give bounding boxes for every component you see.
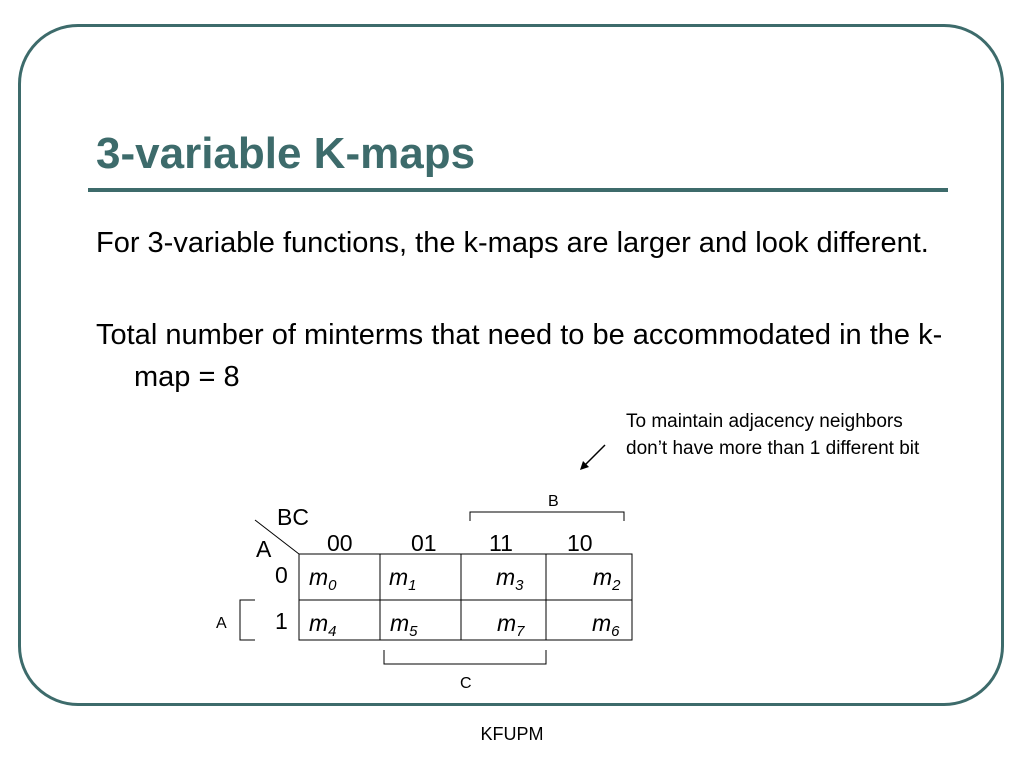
note-arrow-shaft <box>583 445 605 467</box>
kmap-column-variable: BC <box>277 504 309 530</box>
bracket-a-label: A <box>216 615 227 632</box>
kmap-row-header-0: 0 <box>275 562 288 588</box>
adjacency-note-line-1: To maintain adjacency neighbors <box>626 411 903 432</box>
kmap-col-header-00: 00 <box>327 530 353 556</box>
bullet-2: Total number of minterms that need to be accommodated in the k-map = 8 <box>96 319 943 393</box>
bracket-c <box>384 650 546 664</box>
bracket-b <box>470 512 624 521</box>
slide-title: 3-variable K-maps <box>96 129 476 178</box>
kmap-grid-border <box>299 554 632 640</box>
kmap-cell-m6: $m_6$ <box>592 610 620 640</box>
kmap-col-header-11: 11 <box>489 530 513 556</box>
kmap-row-header-1: 1 <box>275 608 288 634</box>
kmap-cell-m3: $m_3$ <box>496 564 524 594</box>
kmap-cell-m7: $m_7$ <box>497 610 525 640</box>
kmap-cell-m5: $m_5$ <box>390 610 418 640</box>
kmap-col-header-01: 01 <box>411 530 437 556</box>
kmap-cell-m0: $m_0$ <box>309 564 337 594</box>
kmap-col-header-10: 10 <box>567 530 593 556</box>
footer-text: KFUPM <box>480 724 544 744</box>
adjacency-note-line-2: don’t have more than 1 different bit <box>626 438 920 459</box>
kmap-cell-m4: $m_4$ <box>309 610 337 640</box>
kmap-cell-m2: $m_2$ <box>593 564 621 594</box>
kmap-row-variable: A <box>256 536 272 562</box>
bracket-b-label: B <box>548 493 559 510</box>
kmap-cell-m1: $m_1$ <box>389 564 417 594</box>
bracket-a <box>240 600 255 640</box>
bracket-c-label: C <box>460 675 472 692</box>
bullet-1: For 3-variable functions, the k-maps are larger and look different. <box>96 227 929 259</box>
